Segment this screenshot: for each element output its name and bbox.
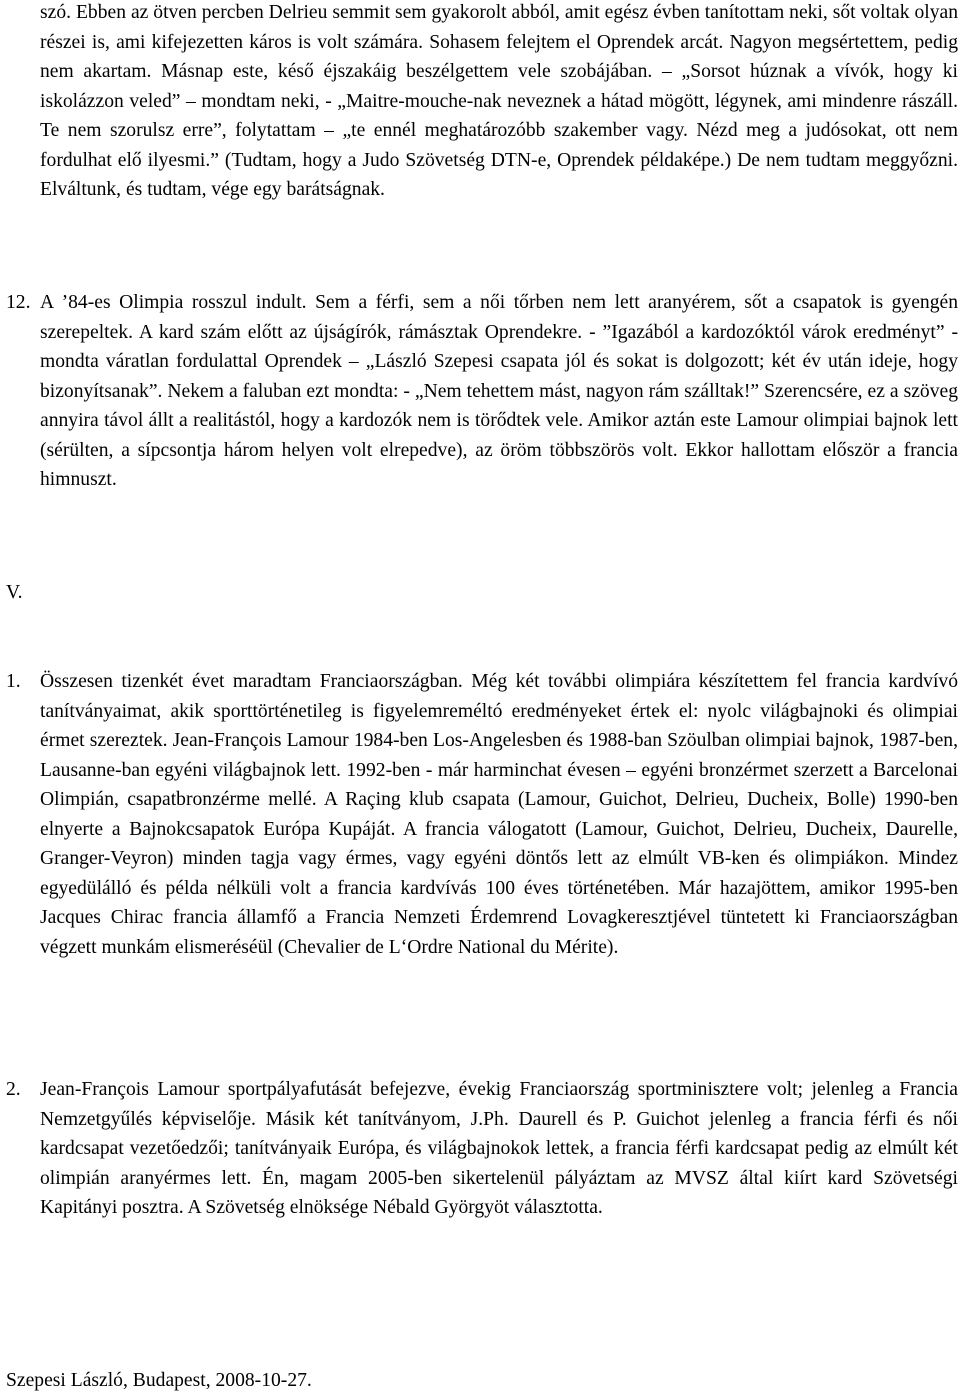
paragraph-number-1: 1. [6,671,21,692]
paragraph-number-2: 2. [6,1079,21,1100]
signature-line: Szepesi László, Budapest, 2008-10-27. [6,1370,312,1391]
paragraph-2: Jean-François Lamour sportpályafutását befejezve, évekig Franciaország sportminisztere volt; jelenleg a Francia Nemzetgyűlés képviselője. Másik két tanítványom, J.Ph. Daurell és P. Guichot jelenleg a francia férfi és női kardcsapat vezetőedzői; tanítványaik Európa, és világbajnokok lettek, a francia férfi kardcsapat pedig az elmúlt két olimpián aranyérmes lett. Én, magam 2005-ben sikertelenül pályáztam az MVSZ által kiírt kard Szövetségi Kapitányi posztra. A Szövetség elnöksége Nébald Györgyöt választotta. [40,1079,958,1218]
paragraph-12: A ’84-es Olimpia rosszul indult. Sem a férfi, sem a női tőrben nem lett aranyérem, sőt a csapatok is gyengén szerepeltek. A kard szám előtt az újságírók, rámásztak Oprendekre. - ”Igazából a kardozóktól várok eredményt” - mondta váratlan fordulattal Oprendek – „László Szepesi csapata jól és sokat is dolgozott; két év után ideje, hogy bizonyítsanak”. Nekem a faluban ezt mondta: - „Nem tehettem mást, nagyon rám szálltak!” Szerencsére, ez a szöveg annyira távol állt a realitástól, hogy a kardozók nem is törődtek vele. Amikor aztán este Lamour olimpiai bajnok lett (sérülten, a sípcsontja három helyen volt elrepedve), az öröm többszörös volt. Ekkor hallottam először a francia himnuszt. [40,292,958,490]
section-heading: V. [6,582,23,603]
paragraph-1: Összesen tizenkét évet maradtam Franciaországban. Még két további olimpiára készítettem fel francia kardvívó tanítványaimat, akik sporttörténetileg is figyelemreméltó eredményeket értek el: nyolc világbajnoki és olimpiai érmet szereztek. Jean-François Lamour 1984-ben Los-Angelesben és 1988-ban Szöulban olimpiai bajnok, 1987-ben, Lausanne-ban egyéni világbajnok lett. 1992-ben - már harminchat évesen – egyéni bronzérmet szerzett a Barcelonai Olimpián, csapatbronzérme mellé. A Raçing klub csapata (Lamour, Guichot, Delrieu, Ducheix, Bolle) 1990-ben elnyerte a Bajnokcsapatok Európa Kupáját. A francia válogatott (Lamour, Guichot, Delrieu, Ducheix, Daurelle, Granger-Veyron) minden tagja vagy érmes, vagy egyéni döntős lett az elmúlt VB-ken és olimpiákon. Mindez egyedülálló és példa nélküli volt a francia kardvívás 100 éves történetében. Már hazajöttem, amikor 1995-ben Jacques Chirac francia államfő a Francia Nemzeti Érdemrend Lovagkeresztjével tüntetett ki Franciaországban végzett munkám elismeréséül (Chevalier de L‘Ordre National du Mérite). [40,671,958,958]
paragraph-number-12: 12. [6,292,31,313]
paragraph-intro: szó. Ebben az ötven percben Delrieu semmit sem gyakorolt abból, amit egész évben tanítottam neki, sőt voltak olyan részei is, ami kifejezetten káros is volt számára. Sohasem felejtem el Oprendek arcát. Nagyon megsértettem, pedig nem akartam. Másnap este, késő éjszakáig beszélgettem vele szobájában. – „Sorsot húznak a vívók, hogy ki iskolázzon veled” – mondtam neki, - „Maitre-mouche-nak neveznek a hátad mögött, légynek, ami mindenre rászáll. Te nem szorulsz erre”, folytattam – „te ennél meghatározóbb szakember vagy. Nézd meg a judósokat, ott nem fordulhat elő ilyesmi.” (Tudtam, hogy a Judo Szövetség DTN-e, Oprendek példaképe.) De nem tudtam meggyőzni. Elváltunk, és tudtam, vége egy barátságnak. [40,2,958,200]
